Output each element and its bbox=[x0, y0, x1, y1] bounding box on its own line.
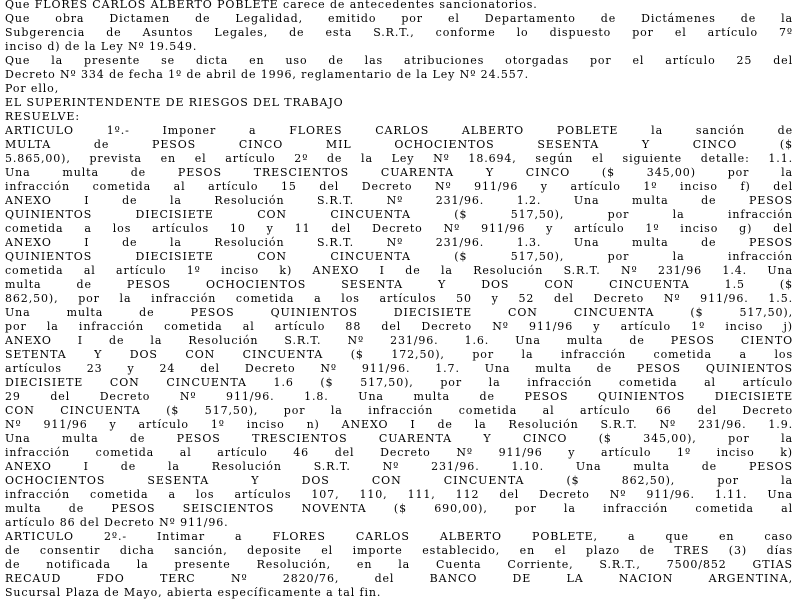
text-line: multa de PESOS SEISCIENTOS NOVENTA ($ 690,00), por la infracción cometida al bbox=[5, 502, 793, 515]
text-line: ARTICULO 1º.- Imponer a FLORES CARLOS ALBERTO POBLETE la sanción de bbox=[5, 124, 793, 137]
text-line: Una multa de PESOS TRESCIENTOS CUARENTA Y CINCO ($ 345,00) por la bbox=[5, 166, 793, 179]
text-line: CON CINCUENTA ($ 517,50), por la infracción cometida al artículo 66 del Decreto bbox=[5, 404, 793, 417]
text-line: Decreto Nº 334 de fecha 1º de abril de 1996, reglamentario de la Ley Nº 24.557. bbox=[5, 68, 529, 81]
text-line: artículos 23 y 24 del Decreto Nº 911/96. 1.7. Una multa de PESOS QUINIENTOS bbox=[5, 362, 793, 375]
text-line: Que FLORES CARLOS ALBERTO POBLETE carece de antecedentes sancionatorios. bbox=[5, 0, 538, 11]
text-line: Que la presente se dicta en uso de las atribuciones otorgadas por el artículo 25 del bbox=[5, 54, 793, 67]
text-line: 29 del Decreto Nº 911/96. 1.8. Una multa de PESOS QUINIENTOS DIECISIETE bbox=[5, 390, 793, 403]
text-line: EL SUPERINTENDENTE DE RIESGOS DEL TRABAJO bbox=[5, 96, 344, 109]
text-line: inciso d) de la Ley Nº 19.549. bbox=[5, 40, 198, 53]
text-line: infracción cometida al artículo 46 del Decreto Nº 911/96 y artículo 1º inciso k) bbox=[5, 446, 793, 459]
text-line: Nº 911/96 y artículo 1º inciso n) ANEXO I de la Resolución S.R.T. Nº 231/96. 1.9. bbox=[5, 418, 793, 431]
text-line: de notificada la presente Resolución, en la Cuenta Corriente, S.R.T., 7500/852 GTIAS bbox=[5, 558, 793, 571]
text-line: ARTICULO 2º.- Intimar a FLORES CARLOS ALBERTO POBLETE, a que en caso bbox=[5, 530, 793, 543]
text-line: cometida a los artículos 10 y 11 del Decreto Nº 911/96 y artículo 1º inciso g) del bbox=[5, 222, 793, 235]
text-line: SETENTA Y DOS CON CINCUENTA ($ 172,50), por la infracción cometida a los bbox=[5, 348, 793, 361]
text-line: RECAUD FDO TERC Nº 2820/76, del BANCO DE LA NACION ARGENTINA, bbox=[5, 572, 793, 585]
text-line: multa de PESOS OCHOCIENTOS SESENTA Y DOS CON CINCUENTA 1.5 ($ bbox=[5, 278, 793, 291]
text-line: artículo 86 del Decreto Nº 911/96. bbox=[5, 516, 229, 529]
text-line: cometida al artículo 1º inciso k) ANEXO I de la Resolución S.R.T. Nº 231/96 1.4. Una bbox=[5, 264, 793, 277]
text-line: ANEXO I de la Resolución S.R.T. Nº 231/96. 1.3. Una multa de PESOS bbox=[5, 236, 793, 249]
text-line: OCHOCIENTOS SESENTA Y DOS CON CINCUENTA ($ 862,50), por la bbox=[5, 474, 793, 487]
text-line: por la infracción cometida al artículo 88 del Decreto Nº 911/96 y artículo 1º inciso j) bbox=[5, 320, 793, 333]
text-line: infracción cometida a los artículos 107, 110, 111, 112 del Decreto Nº 911/96. 1.11. Una bbox=[5, 488, 793, 501]
text-line: infracción cometida al artículo 15 del Decreto Nº 911/96 y artículo 1º inciso f) del bbox=[5, 180, 793, 193]
text-line: ANEXO I de la Resolución S.R.T. Nº 231/96. 1.6. Una multa de PESOS CIENTO bbox=[5, 334, 793, 347]
text-line: MULTA de PESOS CINCO MIL OCHOCIENTOS SESENTA Y CINCO ($ bbox=[5, 138, 793, 151]
text-line: de consentir dicha sanción, deposite el importe establecido, en el plazo de TRES (3) días bbox=[5, 544, 793, 557]
text-line: QUINIENTOS DIECISIETE CON CINCUENTA ($ 517,50), por la infracción bbox=[5, 208, 793, 221]
text-line: QUINIENTOS DIECISIETE CON CINCUENTA ($ 517,50), por la infracción bbox=[5, 250, 793, 263]
text-line: Una multa de PESOS QUINIENTOS DIECISIETE CON CINCUENTA ($ 517,50), bbox=[5, 306, 793, 319]
text-line: Que obra Dictamen de Legalidad, emitido por el Departamento de Dictámenes de la bbox=[5, 12, 793, 25]
text-line: ANEXO I de la Resolución S.R.T. Nº 231/96. 1.10. Una multa de PESOS bbox=[5, 460, 793, 473]
text-line: DIECISIETE CON CINCUENTA 1.6 ($ 517,50), por la infracción cometida al artículo bbox=[5, 376, 793, 389]
text-line: Por ello, bbox=[5, 82, 60, 95]
text-line: ANEXO I de la Resolución S.R.T. Nº 231/96. 1.2. Una multa de PESOS bbox=[5, 194, 793, 207]
text-line: Subgerencia de Asuntos Legales, de esta S.R.T., conforme lo dispuesto por el artículo 7º bbox=[5, 26, 793, 39]
text-line: RESUELVE: bbox=[5, 110, 80, 123]
text-line: Una multa de PESOS TRESCIENTOS CUARENTA Y CINCO ($ 345,00), por la bbox=[5, 432, 793, 445]
text-line: Sucursal Plaza de Mayo, abierta específicamente a tal fin. bbox=[5, 586, 382, 599]
text-line: 862,50), por la infracción cometida a los artículos 50 y 52 del Decreto Nº 911/96. 1.5. bbox=[5, 292, 793, 305]
text-line: 5.865,00), prevista en el artículo 2º de la Ley Nº 18.694, según el siguiente detalle: 1.1. bbox=[5, 152, 793, 165]
